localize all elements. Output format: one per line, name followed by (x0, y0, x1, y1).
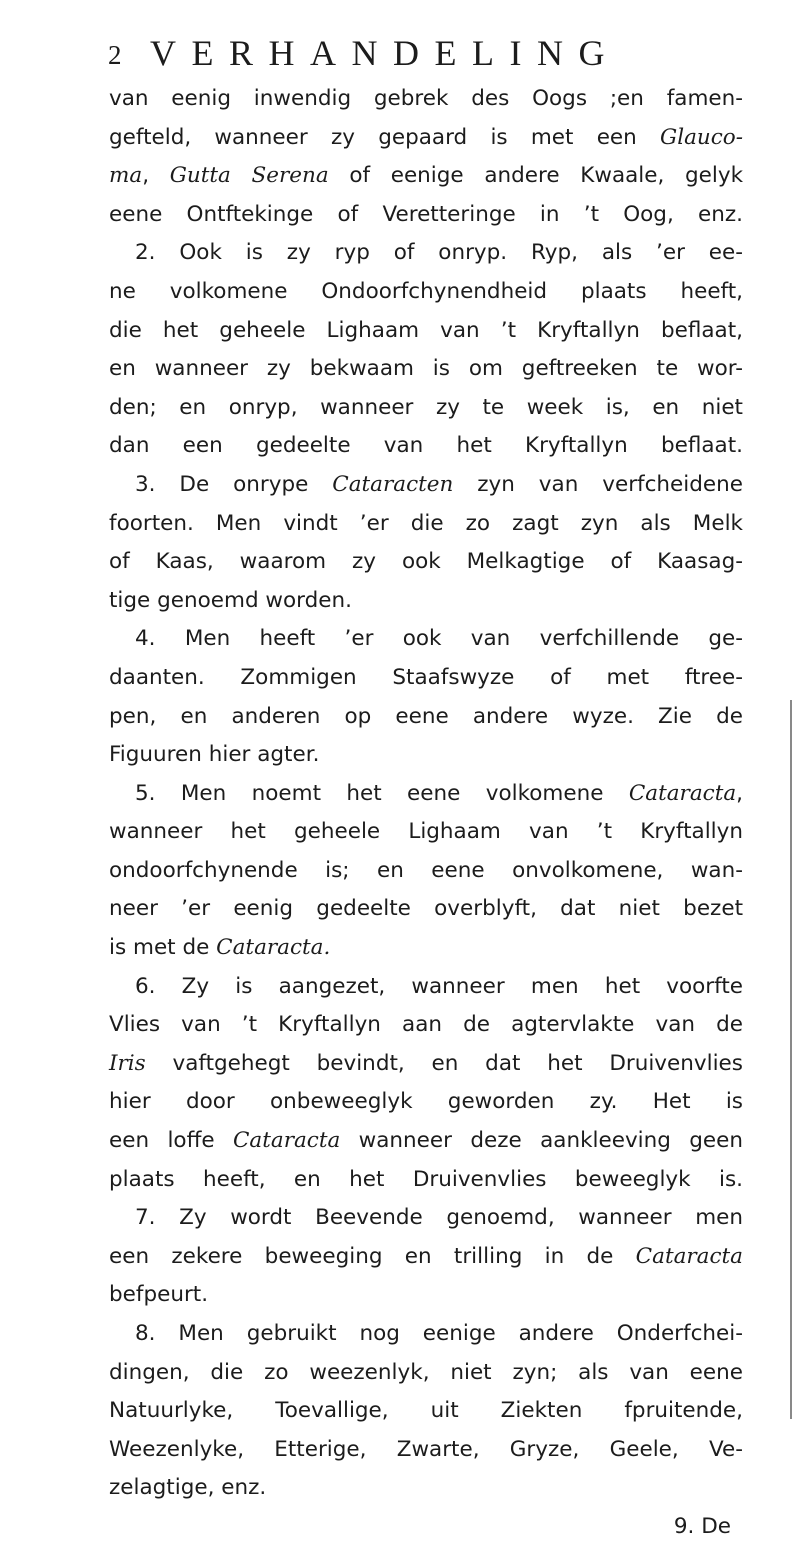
text-segment: Natuurlyke, Toevallige, uit Ziekten fpruitende, (109, 1398, 743, 1424)
text-line (109, 1083, 743, 1122)
page-edge-shadow (790, 700, 792, 1419)
text-segment: Vlies van ’t Kryftallyn aan de agtervlakte van de (109, 1012, 743, 1038)
text-segment: , (142, 163, 170, 189)
italic-term: Cataracta (628, 780, 737, 806)
text-line (109, 157, 743, 196)
text-segment: den; en onryp, wanneer zy te week is, en niet (109, 394, 743, 420)
italic-term: Cataracta (232, 1128, 341, 1154)
text-segment: en wanneer zy bekwaam is om geftreeken te wor- (109, 356, 743, 382)
text-segment: is met de (109, 935, 217, 961)
text-line (109, 80, 743, 119)
text-line (109, 1276, 743, 1315)
text-segment: of eenige andere Kwaale, gelyk (328, 163, 744, 189)
text-line (109, 389, 743, 428)
text-line (109, 1006, 743, 1045)
text-line (109, 698, 743, 737)
text-line (109, 1354, 743, 1393)
text-segment: zyn van verfcheidene (453, 471, 743, 497)
text-line (109, 312, 743, 351)
text-segment: of Kaas, waarom zy ook Melkagtige of Kaasag- (109, 549, 743, 575)
text-line (109, 427, 743, 466)
text-segment: die het geheele Lighaam van ’t Kryftallyn beflaat, (109, 317, 743, 343)
text-segment: , (736, 780, 743, 806)
text-line (109, 1122, 743, 1161)
text-segment: 4. Men heeft ’er ook van verfchillende ge- (135, 626, 743, 652)
text-segment: befpeurt. (109, 1282, 209, 1308)
text-segment: dingen, die zo weezenlyk, niet zyn; als van eene (109, 1359, 743, 1385)
text-segment: plaats heeft, en het Druivenvlies beweeglyk is. (109, 1166, 743, 1192)
page-number: 2 (108, 40, 122, 70)
text-line (109, 273, 743, 312)
text-line (109, 659, 743, 698)
text-line (109, 119, 743, 158)
text-line (109, 1315, 743, 1354)
text-segment: dan een gedeelte van het Kryftallyn beflaat. (109, 433, 743, 459)
italic-term: Iris (109, 1050, 146, 1076)
text-line (109, 929, 743, 968)
text-segment: 2. Ook is zy ryp of onryp. Ryp, als ’er ee- (135, 240, 743, 266)
text-segment: pen, en anderen op eene andere wyze. Zie de (109, 703, 743, 729)
text-segment: ondoorfchynende is; en eene onvolkomene, wan- (109, 857, 743, 883)
text-line (109, 890, 743, 929)
text-line (109, 543, 743, 582)
text-line (109, 736, 743, 775)
text-line (109, 234, 743, 273)
text-segment: hier door onbeweeglyk geworden zy. Het is (109, 1089, 743, 1115)
text-segment: gefteld, wanneer zy gepaard is met een (109, 124, 661, 150)
text-segment: neer ’er eenig gedeelte overblyft, dat niet bezet (109, 896, 743, 922)
text-line (109, 620, 743, 659)
italic-term: Cataracta (635, 1243, 743, 1269)
text-segment: vaftgehegt bevindt, en dat het Druivenvlies (145, 1050, 743, 1076)
text-segment: eene Ontftekinge of Veretteringe in ’t Oog, enz. (109, 201, 743, 227)
text-line (109, 350, 743, 389)
text-line (109, 466, 743, 505)
italic-term: Glauco- (660, 124, 743, 150)
text-line (109, 582, 743, 621)
body-text (109, 80, 743, 1547)
text-segment: daanten. Zommigen Staafswyze of met ftree- (109, 664, 743, 690)
text-segment: tige genoemd worden. (109, 587, 352, 613)
italic-term: ma (109, 163, 143, 189)
text-line (109, 505, 743, 544)
text-line (109, 852, 743, 891)
italic-term: Cataracta. (216, 935, 331, 961)
catchword: 9. De (673, 1513, 731, 1539)
text-segment: 7. Zy wordt Beevende genoemd, wanneer men (135, 1205, 743, 1231)
text-line (109, 1161, 743, 1200)
text-line (109, 968, 743, 1007)
running-head (108, 32, 668, 78)
text-segment: Figuuren hier agter. (109, 742, 320, 768)
text-line (109, 813, 743, 852)
text-segment: een loffe (109, 1128, 233, 1154)
text-segment: 6. Zy is aangezet, wanneer men het voorfte (135, 973, 743, 999)
text-line (109, 775, 743, 814)
text-segment: van eenig inwendig gebrek des Oogs ;en famen- (109, 86, 743, 111)
text-segment: 3. De onrype (135, 471, 333, 497)
italic-term: Cataracten (332, 471, 454, 497)
text-segment: zelagtige, enz. (109, 1475, 267, 1501)
text-line (109, 1469, 743, 1508)
text-segment: wanneer deze aankleeving geen (340, 1128, 744, 1154)
text-line (109, 1431, 743, 1470)
text-segment: een zekere beweeging en trilling in de (109, 1243, 636, 1269)
text-segment: 5. Men noemt het eene volkomene (135, 780, 629, 806)
text-line (109, 1238, 743, 1277)
text-segment: 8. Men gebruikt nog eenige andere Onderfchei- (135, 1321, 743, 1346)
running-title: VERHANDELING (150, 33, 620, 73)
text-segment: ne volkomene Ondoorfchynendheid plaats heeft, (109, 278, 743, 304)
text-segment: wanneer het geheele Lighaam van ’t Kryftallyn (109, 819, 743, 845)
text-line (109, 1045, 743, 1084)
text-line (109, 1392, 743, 1431)
text-line (109, 1199, 743, 1238)
text-segment: foorten. Men vindt ’er die zo zagt zyn als Melk (109, 510, 743, 536)
text-segment: Weezenlyke, Etterige, Zwarte, Gryze, Geele, Ve- (109, 1436, 743, 1462)
text-line (109, 196, 743, 235)
italic-term: Gutta Serena (169, 163, 329, 189)
